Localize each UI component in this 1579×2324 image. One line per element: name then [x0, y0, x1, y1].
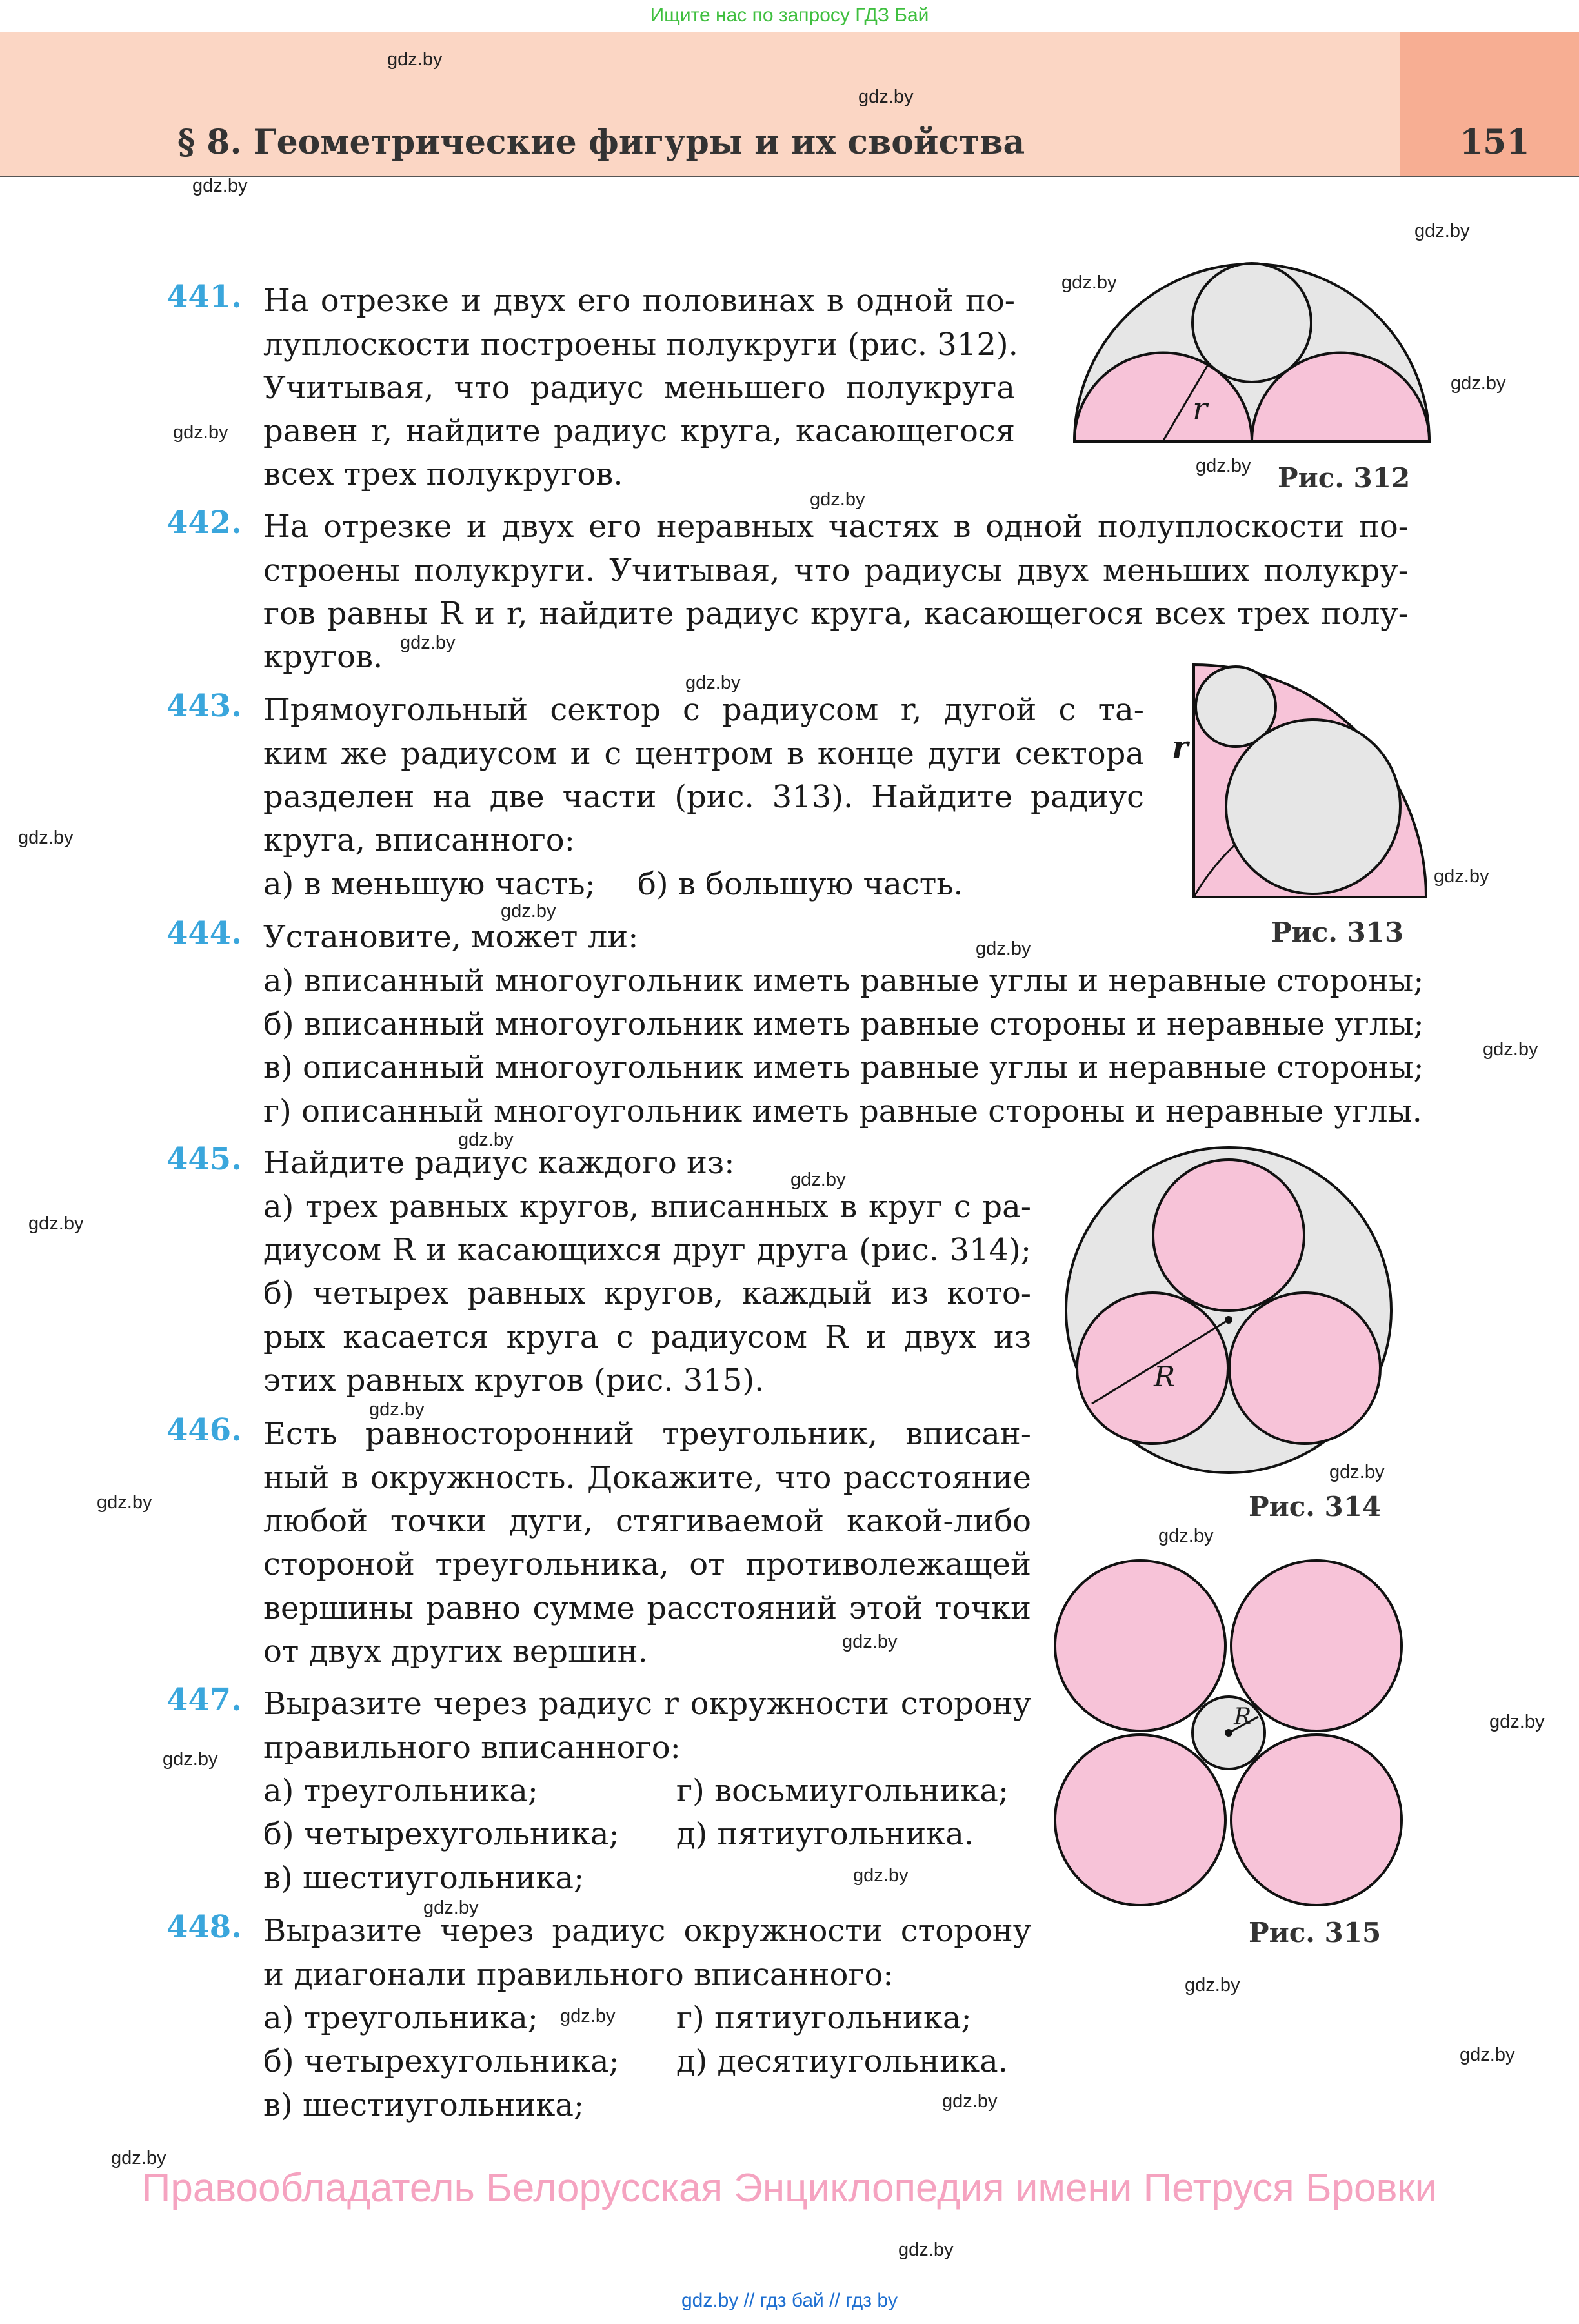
watermark: gdz.by — [858, 86, 914, 107]
problem-number-441: 441. — [166, 279, 242, 315]
problem-number-448: 448. — [166, 1909, 242, 1945]
watermark: gdz.by — [1434, 866, 1489, 887]
problem-444-option: г) описанный многоугольник иметь равные стороны и неравные углы. — [263, 1093, 1422, 1129]
problem-445-line: диусом R и касающихся друг друга (рис. 314); — [263, 1232, 1031, 1268]
problem-446-line: ный в окружность. Докажите, что расстояние — [263, 1460, 1031, 1496]
watermark: gdz.by — [790, 1169, 846, 1190]
problem-443-line: Прямоугольный сектор с радиусом r, дугой с та- — [263, 692, 1144, 728]
problem-447-option: г) восьмиугольника; — [676, 1773, 1009, 1809]
watermark: gdz.by — [1185, 1975, 1240, 1996]
problem-442-line: строены полукруги. Учитывая, что радиусы двух меньших полукру- — [263, 552, 1409, 589]
problem-442-line: кругов. — [263, 639, 383, 675]
watermark: gdz.by — [1460, 2045, 1515, 2065]
section-title: § 8. Геометрические фигуры и их свойства — [177, 123, 1025, 162]
watermark: gdz.by — [192, 176, 248, 196]
problem-number-442: 442. — [166, 505, 242, 541]
watermark: gdz.by — [1414, 221, 1470, 241]
problem-444-line: Установите, может ли: — [263, 919, 639, 955]
watermark: gdz.by — [111, 2148, 166, 2168]
problem-441-line: Учитывая, что радиус меньшего полукруга — [263, 370, 1015, 406]
watermark: gdz.by — [810, 489, 865, 510]
problem-448-line: и диагонали правильного вписанного: — [263, 1957, 894, 1993]
problem-447-line: Выразите через радиус r окружности сторону — [263, 1686, 1031, 1722]
figure-313-label: r — [1172, 729, 1189, 765]
problem-443-line: ким же радиусом и с центром в конце дуги сектора — [263, 736, 1144, 772]
watermark: gdz.by — [942, 2091, 998, 2112]
problem-447-option: а) треугольника; — [263, 1773, 538, 1809]
top-banner: Ищите нас по запросу ГДЗ Бай — [0, 0, 1579, 32]
problem-441-line: На отрезке и двух его половинах в одной по- — [263, 283, 1015, 319]
problem-444-option: б) вписанный многоугольник иметь равные стороны и неравные углы; — [263, 1006, 1424, 1042]
problem-446-line: любой точки дуги, стягиваемой какой-либо — [263, 1503, 1031, 1539]
problem-443-line: разделен на две части (рис. 313). Найдите радиус — [263, 779, 1144, 815]
watermark: gdz.by — [501, 901, 556, 922]
watermark: gdz.by — [685, 672, 741, 693]
problem-448-option: б) четырехугольника; — [263, 2043, 619, 2079]
watermark: gdz.by — [1489, 1712, 1545, 1732]
problem-444-option: в) описанный многоугольник иметь равные углы и неравные стороны; — [263, 1049, 1424, 1086]
problem-448-option: г) пятиугольника; — [676, 2000, 972, 2036]
problem-441-line: луплоскости построены полукруги (рис. 312). — [263, 327, 1018, 363]
problem-445-line: Найдите радиус каждого из: — [263, 1145, 735, 1181]
figure-314-label: R — [1154, 1360, 1176, 1393]
copyright-notice: Правообладатель Белорусская Энциклопедия имени Петруся Бровки — [141, 2166, 1438, 2210]
watermark: gdz.by — [458, 1129, 514, 1150]
problem-445-line: б) четырех равных кругов, каждый из кото- — [263, 1275, 1031, 1311]
watermark: gdz.by — [976, 938, 1031, 959]
watermark: gdz.by — [1329, 1462, 1385, 1482]
watermark: gdz.by — [387, 49, 443, 70]
problem-number-447: 447. — [166, 1682, 242, 1718]
problem-number-446: 446. — [166, 1412, 242, 1448]
watermark: gdz.by — [1158, 1526, 1214, 1546]
problem-443-line: круга, вписанного: — [263, 822, 575, 858]
problem-447-option: б) четырехугольника; — [263, 1816, 619, 1852]
problem-448-option: д) десятиугольника. — [676, 2043, 1008, 2079]
watermark: gdz.by — [1451, 373, 1506, 394]
problem-447-option: д) пятиугольника. — [676, 1816, 974, 1852]
figure-313 — [1181, 658, 1439, 904]
problem-446-line: от двух других вершин. — [263, 1633, 648, 1670]
figure-312-label: r — [1192, 391, 1207, 427]
problem-443-option: а) в меньшую часть; — [263, 866, 596, 902]
problem-441-line: всех трех полукругов. — [263, 456, 623, 492]
watermark: gdz.by — [423, 1897, 479, 1918]
figure-315-label: R — [1234, 1704, 1252, 1730]
figure-315 — [1052, 1555, 1413, 1917]
footer-links[interactable]: gdz.by // гдз бай // гдз by — [681, 2290, 898, 2311]
figure-314-caption: Рис. 314 — [1249, 1491, 1382, 1522]
page-number: 151 — [1460, 123, 1530, 162]
watermark: gdz.by — [18, 827, 74, 848]
problem-443-option: б) в большую часть. — [638, 866, 963, 902]
figure-313-caption: Рис. 313 — [1271, 916, 1404, 948]
problem-442-line: гов равны R и r, найдите радиус круга, касающегося всех трех полу- — [263, 596, 1409, 632]
problem-447-line: правильного вписанного: — [263, 1730, 681, 1766]
watermark: gdz.by — [369, 1399, 425, 1420]
problem-number-445: 445. — [166, 1141, 242, 1177]
figure-312-caption: Рис. 312 — [1278, 462, 1411, 494]
watermark: gdz.by — [898, 2239, 954, 2260]
problem-number-444: 444. — [166, 915, 242, 951]
problem-448-option: в) шестиугольника; — [263, 2087, 585, 2123]
watermark: gdz.by — [1061, 272, 1117, 293]
watermark: gdz.by — [560, 2006, 616, 2026]
problem-445-line: рых касается круга с радиусом R и двух из — [263, 1319, 1031, 1355]
problem-444-option: а) вписанный многоугольник иметь равные углы и неравные стороны; — [263, 963, 1424, 999]
watermark: gdz.by — [853, 1865, 909, 1886]
watermark: gdz.by — [400, 632, 456, 653]
problem-445-line: а) трех равных кругов, вписанных в круг с ра- — [263, 1189, 1031, 1225]
watermark: gdz.by — [842, 1632, 898, 1652]
problem-446-line: Есть равносторонний треугольник, вписан- — [263, 1416, 1031, 1452]
figure-312 — [1058, 255, 1445, 455]
problem-446-line: стороной треугольника, от противолежащей — [263, 1546, 1031, 1582]
watermark: gdz.by — [1483, 1039, 1538, 1060]
problem-442-line: На отрезке и двух его неравных частях в одной полуплоскости по- — [263, 509, 1409, 545]
problem-441-line: равен r, найдите радиус круга, касающегося — [263, 413, 1015, 449]
watermark: gdz.by — [163, 1749, 218, 1770]
problem-445-line: этих равных кругов (рис. 315). — [263, 1362, 765, 1399]
problem-446-line: вершины равно сумме расстояний этой точки — [263, 1590, 1031, 1626]
watermark: gdz.by — [97, 1492, 152, 1513]
figure-314 — [1058, 1158, 1400, 1462]
figure-315-caption: Рис. 315 — [1249, 1917, 1382, 1948]
problem-number-443: 443. — [166, 688, 242, 724]
watermark: gdz.by — [28, 1213, 84, 1234]
problem-448-line: Выразите через радиус окружности сторону — [263, 1913, 1031, 1949]
watermark: gdz.by — [173, 422, 228, 443]
problem-448-option: а) треугольника; — [263, 2000, 538, 2036]
watermark: gdz.by — [1196, 456, 1251, 476]
problem-447-option: в) шестиугольника; — [263, 1860, 585, 1896]
